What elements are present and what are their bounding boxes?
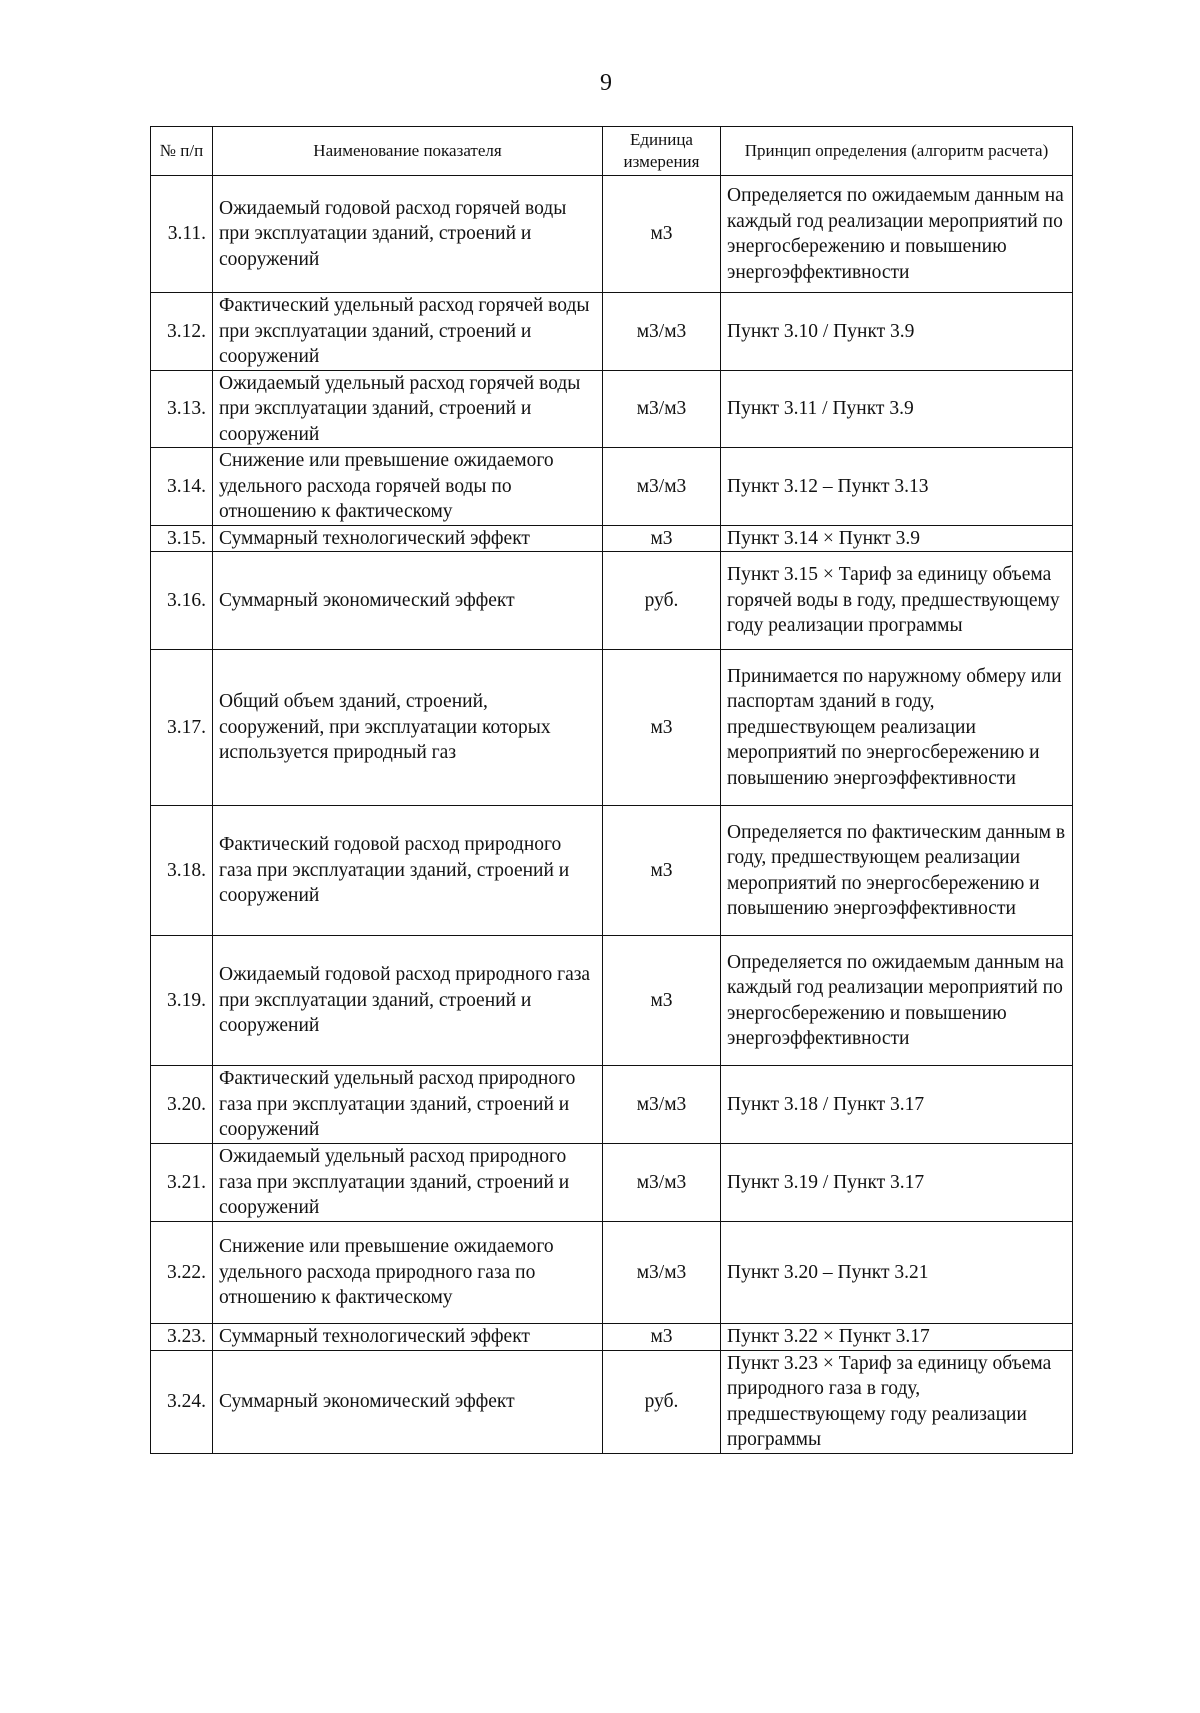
row-number: 3.20. [151, 1066, 213, 1144]
calculation-rule: Пункт 3.22 × Пункт 3.17 [721, 1324, 1073, 1351]
calculation-rule: Пункт 3.15 × Тариф за единицу объема горячей воды в году, предшествующему году реализации программы [721, 552, 1073, 650]
table-row [151, 806, 1073, 936]
table-header [151, 127, 1073, 176]
table-row [151, 1066, 1073, 1144]
unit-of-measure: м3 [603, 806, 721, 936]
table-row [151, 552, 1073, 650]
row-number: 3.17. [151, 650, 213, 806]
table-row [151, 936, 1073, 1066]
unit-of-measure: м3/м3 [603, 370, 721, 448]
indicator-name: Суммарный технологический эффект [213, 525, 603, 552]
unit-of-measure: руб. [603, 1350, 721, 1453]
table-row [151, 176, 1073, 293]
indicator-name: Ожидаемый удельный расход природного газа при эксплуатации зданий, строений и сооружений [213, 1144, 603, 1222]
indicator-name: Фактический удельный расход природного газа при эксплуатации зданий, строений и сооружений [213, 1066, 603, 1144]
table-body [151, 176, 1073, 1454]
row-number: 3.19. [151, 936, 213, 1066]
indicator-name: Общий объем зданий, строений, сооружений, при эксплуатации которых используется природный газ [213, 650, 603, 806]
unit-of-measure: м3/м3 [603, 1144, 721, 1222]
indicator-name: Ожидаемый годовой расход природного газа при эксплуатации зданий, строений и сооружений [213, 936, 603, 1066]
indicator-name: Фактический годовой расход природного газа при эксплуатации зданий, строений и сооружений [213, 806, 603, 936]
unit-of-measure: м3/м3 [603, 448, 721, 526]
table-row [151, 525, 1073, 552]
table-row [151, 1324, 1073, 1351]
row-number: 3.13. [151, 370, 213, 448]
unit-of-measure: м3 [603, 1324, 721, 1351]
indicator-name: Ожидаемый годовой расход горячей воды при эксплуатации зданий, строений и сооружений [213, 176, 603, 293]
unit-of-measure: м3 [603, 176, 721, 293]
header-rule: Принцип определения (алгоритм расчета) [721, 127, 1073, 176]
row-number: 3.24. [151, 1350, 213, 1453]
indicator-name: Суммарный технологический эффект [213, 1324, 603, 1351]
calculation-rule: Пункт 3.19 / Пункт 3.17 [721, 1144, 1073, 1222]
unit-of-measure: м3 [603, 936, 721, 1066]
indicator-name: Суммарный экономический эффект [213, 1350, 603, 1453]
row-number: 3.23. [151, 1324, 213, 1351]
table-row [151, 448, 1073, 526]
calculation-rule: Пункт 3.10 / Пункт 3.9 [721, 293, 1073, 371]
row-number: 3.16. [151, 552, 213, 650]
calculation-rule: Определяется по фактическим данным в году, предшествующем реализации мероприятий по энергосбережению и повышению энергоэффективности [721, 806, 1073, 936]
table-row [151, 1222, 1073, 1324]
indicator-name: Суммарный экономический эффект [213, 552, 603, 650]
calculation-rule: Пункт 3.14 × Пункт 3.9 [721, 525, 1073, 552]
calculation-rule: Пункт 3.11 / Пункт 3.9 [721, 370, 1073, 448]
unit-of-measure: м3/м3 [603, 293, 721, 371]
header-num: № п/п [151, 127, 213, 176]
indicator-name: Фактический удельный расход горячей воды при эксплуатации зданий, строений и сооружений [213, 293, 603, 371]
indicator-name: Снижение или превышение ожидаемого удельного расхода горячей воды по отношению к фактическому [213, 448, 603, 526]
calculation-rule: Пункт 3.20 – Пункт 3.21 [721, 1222, 1073, 1324]
page-number: 9 [600, 70, 612, 96]
calculation-rule: Определяется по ожидаемым данным на каждый год реализации мероприятий по энергосбережению и повышению энергоэффективности [721, 176, 1073, 293]
unit-of-measure: м3 [603, 650, 721, 806]
row-number: 3.21. [151, 1144, 213, 1222]
calculation-rule: Определяется по ожидаемым данным на каждый год реализации мероприятий по энергосбережению и повышению энергоэффективности [721, 936, 1073, 1066]
unit-of-measure: руб. [603, 552, 721, 650]
calculation-rule: Пункт 3.12 – Пункт 3.13 [721, 448, 1073, 526]
row-number: 3.22. [151, 1222, 213, 1324]
unit-of-measure: м3 [603, 525, 721, 552]
row-number: 3.12. [151, 293, 213, 371]
calculation-rule: Пункт 3.18 / Пункт 3.17 [721, 1066, 1073, 1144]
table-row [151, 1144, 1073, 1222]
table-row [151, 293, 1073, 371]
row-number: 3.11. [151, 176, 213, 293]
row-number: 3.18. [151, 806, 213, 936]
indicator-name: Снижение или превышение ожидаемого удельного расхода природного газа по отношению к фактическому [213, 1222, 603, 1324]
header-unit: Единица измерения [603, 127, 721, 176]
indicator-name: Ожидаемый удельный расход горячей воды при эксплуатации зданий, строений и сооружений [213, 370, 603, 448]
table-row [151, 1350, 1073, 1453]
row-number: 3.14. [151, 448, 213, 526]
row-number: 3.15. [151, 525, 213, 552]
calculation-rule: Принимается по наружному обмеру или паспортам зданий в году, предшествующем реализации мероприятий по энергосбережению и повышению энергоэффективности [721, 650, 1073, 806]
calculation-rule: Пункт 3.23 × Тариф за единицу объема природного газа в году, предшествующему году реализации программы [721, 1350, 1073, 1453]
unit-of-measure: м3/м3 [603, 1222, 721, 1324]
table-row [151, 370, 1073, 448]
indicators-table [150, 126, 1073, 1454]
header-row [151, 127, 1073, 176]
header-name: Наименование показателя [213, 127, 603, 176]
unit-of-measure: м3/м3 [603, 1066, 721, 1144]
table-row [151, 650, 1073, 806]
